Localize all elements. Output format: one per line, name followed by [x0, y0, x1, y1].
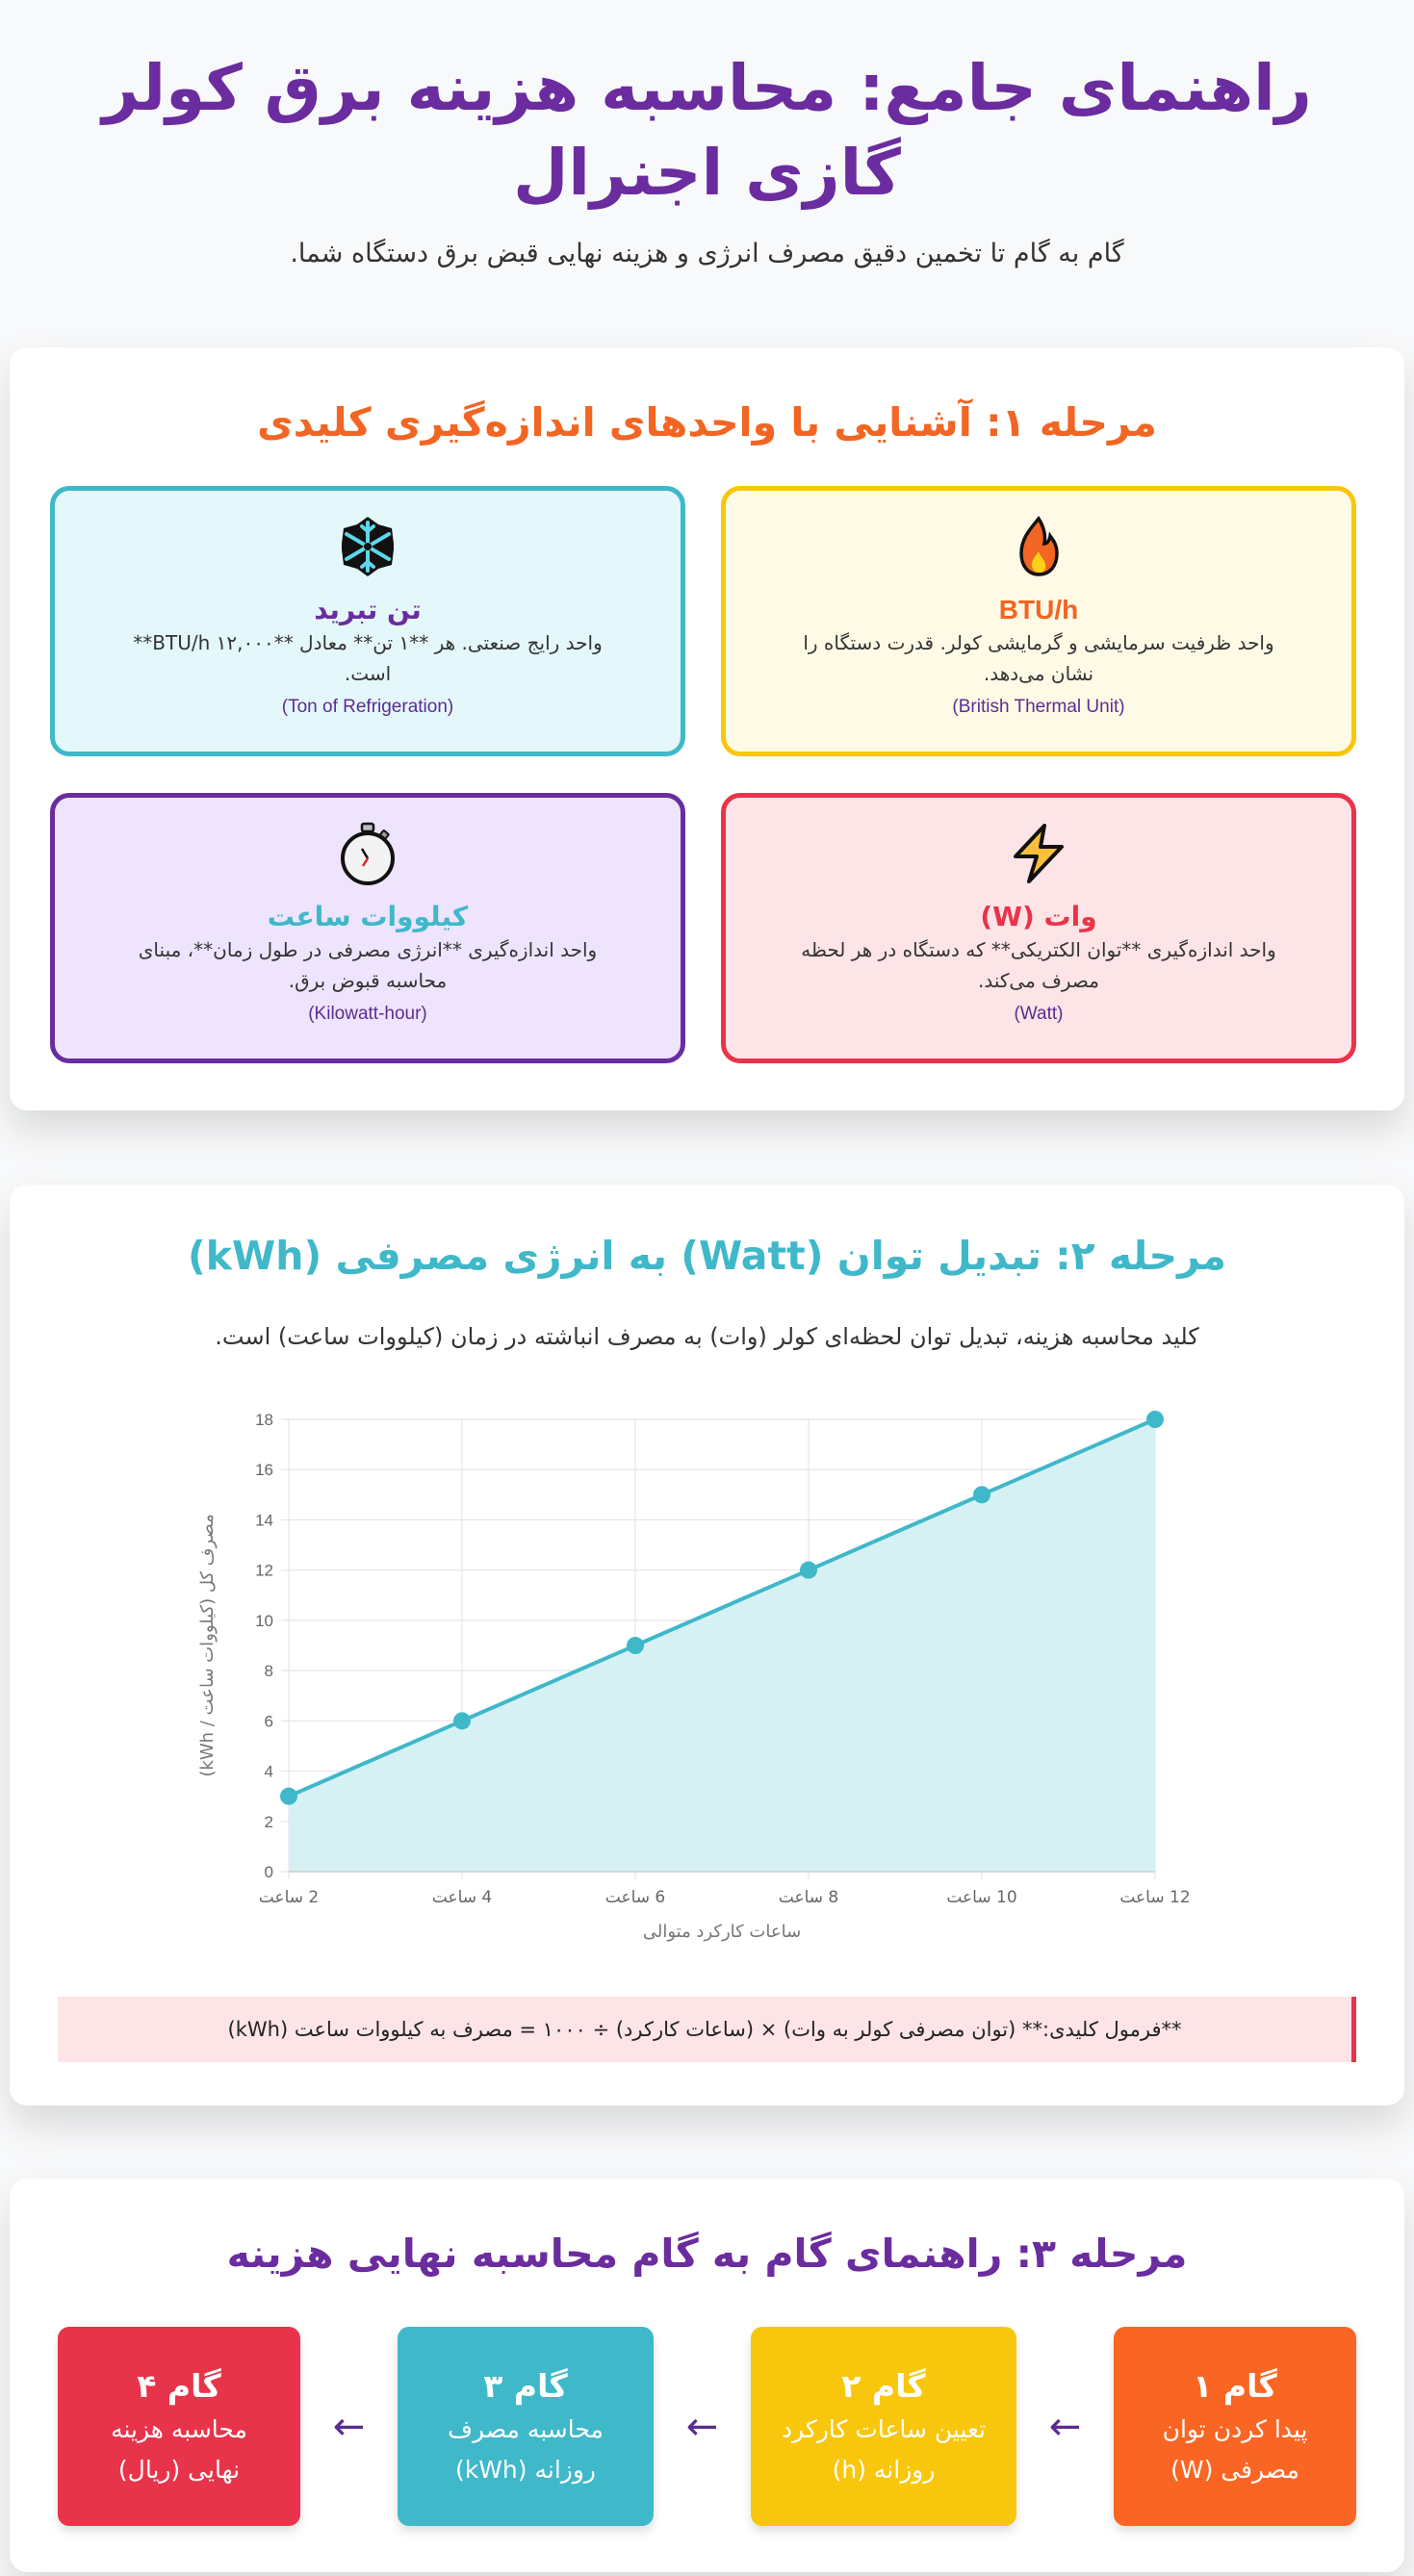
step-2-line2: روزانه (h): [832, 2455, 936, 2484]
step-1: [1114, 2327, 1356, 2526]
card-btu-title: BTU/h: [998, 595, 1079, 625]
card-ton-en: (Ton of Refrigeration): [281, 697, 454, 717]
y-tick-label: 12: [254, 1561, 273, 1580]
card-btu: [721, 486, 1356, 756]
x-tick-label: 6 ساعت: [604, 1888, 665, 1907]
y-tick-label: 2: [264, 1812, 273, 1831]
card-btu-desc: واحد ظرفیت سرمایشی و گرمایشی کولر. قدرت دستگاه را نشان می‌دهد.: [803, 631, 1274, 685]
y-tick-label: 4: [264, 1762, 273, 1781]
step-1-title: گام ۱: [1193, 2366, 1277, 2405]
y-tick-label: 6: [264, 1712, 273, 1731]
card-ton-desc: واحد رایج صنعتی. هر **۱ تن** معادل **۱۲,۰۰۰ BTU/h** است.: [133, 631, 603, 685]
card-ton-title: تن تبرید: [314, 594, 422, 625]
step-4: [58, 2327, 300, 2526]
x-tick-label: 12 ساعت: [1118, 1888, 1191, 1907]
unit-cards: [58, 486, 1356, 1063]
step-1-line2: مصرفی (W): [1170, 2455, 1299, 2484]
card-watt-desc: واحد اندازه‌گیری **توان الکتریکی** که دستگاه در هر لحظه مصرف می‌کند.: [801, 938, 1276, 992]
section-units-title: مرحله ۱: آشنایی با واحدهای اندازه‌گیری کلیدی: [257, 399, 1157, 446]
page-header: [0, 0, 1414, 268]
card-kwh-title: کیلووات ساعت: [267, 901, 469, 932]
formula-box: **فرمول کلیدی:** (توان مصرفی کولر به وات) × (ساعات کارکرد) ÷ ۱۰۰۰ = مصرف به کیلووات ساعت (kWh): [58, 1997, 1356, 2062]
card-kwh-en: (Kilowatt-hour): [308, 1004, 427, 1024]
area-fill: [289, 1419, 1155, 1872]
stopwatch-icon: [55, 815, 681, 892]
data-point[interactable]: [627, 1637, 644, 1654]
step-2-line1: تعیین ساعات کارکرد: [781, 2414, 987, 2443]
arrow-left-icon: ←: [685, 2404, 719, 2449]
card-watt-title: وات (W): [980, 901, 1097, 932]
y-tick-label: 10: [254, 1611, 273, 1630]
x-tick-label: 2 ساعت: [258, 1888, 319, 1907]
energy-chart: [178, 1392, 1237, 1989]
y-tick-label: 0: [264, 1863, 273, 1881]
page-subtitle: گام به گام تا تخمین دقیق مصرف انرژی و هزینه نهایی قبض برق دستگاه شما.: [290, 239, 1124, 268]
section-conversion-title: مرحله ۲: تبدیل توان (Watt) به انرژی مصرفی (kWh): [188, 1233, 1226, 1279]
snowflake-icon: [55, 508, 681, 585]
card-kwh: [50, 793, 685, 1063]
step-1-line1: پیدا کردن توان: [1162, 2414, 1308, 2443]
lightning-icon: [726, 815, 1351, 892]
arrow-left-icon: ←: [1048, 2404, 1082, 2449]
x-tick-label: 4 ساعت: [431, 1888, 492, 1907]
card-ton: [50, 486, 685, 756]
y-tick-label: 16: [254, 1461, 273, 1480]
fire-icon: [726, 508, 1351, 585]
section-conversion-desc: کلید محاسبه هزینه، تبدیل توان لحظه‌ای کولر (وات) به مصرف انباشته در زمان (کیلووات ساعت) است.: [215, 1323, 1199, 1350]
x-axis-title: ساعات کارکرد متوالی: [642, 1922, 801, 1942]
data-point[interactable]: [1146, 1411, 1164, 1428]
data-point[interactable]: [280, 1788, 297, 1805]
card-watt-en: (Watt): [1014, 1004, 1064, 1024]
steps-flow: [58, 2327, 1356, 2526]
page-title: راهنمای جامع: محاسبه هزینه برق کولر گازی اجنرال: [102, 51, 1312, 210]
x-tick-label: 8 ساعت: [778, 1888, 838, 1907]
data-point[interactable]: [453, 1712, 471, 1729]
step-2: [751, 2327, 1016, 2526]
step-2-title: گام ۲: [841, 2366, 926, 2405]
data-point[interactable]: [800, 1562, 817, 1579]
step-3: [398, 2327, 654, 2526]
section-steps-title: مرحله ۳: راهنمای گام به گام محاسبه نهایی هزینه: [226, 2231, 1188, 2277]
y-tick-label: 18: [254, 1411, 273, 1429]
step-3-line2: روزانه (kWh): [454, 2455, 597, 2484]
step-3-line1: محاسبه مصرف: [448, 2414, 604, 2443]
section-units: [10, 347, 1404, 1110]
card-btu-en: (British Thermal Unit): [952, 697, 1125, 717]
x-tick-label: 10 ساعت: [945, 1888, 1017, 1907]
card-kwh-desc: واحد اندازه‌گیری **انرژی مصرفی در طول زمان**، مبنای محاسبه قبوض برق.: [138, 938, 598, 992]
step-4-title: گام ۴: [137, 2366, 221, 2405]
step-4-line1: محاسبه هزینه: [111, 2414, 247, 2443]
step-4-line2: نهایی (ریال): [117, 2455, 241, 2484]
card-watt: [721, 793, 1356, 1063]
step-3-title: گام ۳: [483, 2366, 568, 2405]
data-point[interactable]: [973, 1486, 990, 1503]
energy-chart-svg: [178, 1392, 1237, 1989]
section-conversion: [10, 1185, 1404, 2105]
y-axis-title: مصرف کل (کیلووات ساعت / kWh): [196, 1514, 218, 1777]
y-tick-label: 8: [264, 1662, 273, 1681]
y-tick-label: 14: [254, 1511, 273, 1530]
section-steps: [10, 2179, 1404, 2572]
arrow-left-icon: ←: [332, 2404, 366, 2449]
